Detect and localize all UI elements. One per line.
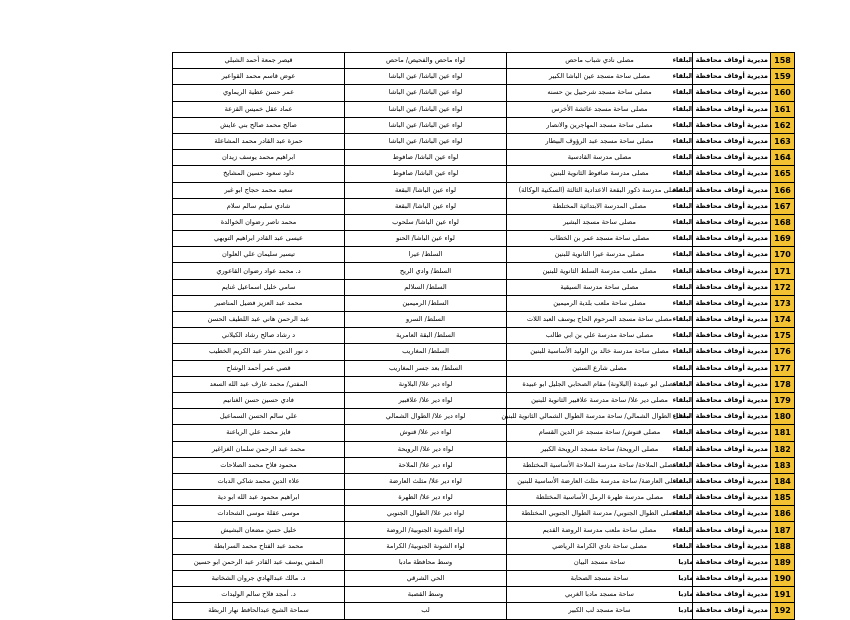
cell-number: 192 [771,603,795,619]
cell-area: لواء عين الباشا/ صافوط [345,166,507,182]
cell-preacher: محمد عبد العزيز فضيل المناصير [173,295,345,311]
cell-area: لواء عين الباشا/ البقعة [345,182,507,198]
cell-prayer-place: ساحة مسجد البيان [507,554,693,570]
cell-directorate: مديرية أوقاف محافظة البلقاء [693,166,771,182]
table-row [173,263,795,279]
table-row [173,69,795,85]
cell-number: 175 [771,328,795,344]
cell-number: 189 [771,554,795,570]
cell-area: لواء عين الباشا/ سلحوب [345,214,507,230]
cell-prayer-place: مصلى ساحة ملعب بلدية الرميمين [507,295,693,311]
cell-preacher: عبد الرحمن هاني عبد اللطيف الحسن [173,312,345,328]
cell-preacher: شادي سليم سالم سلام [173,198,345,214]
cell-preacher: محمود فلاح محمد الصلاحات [173,457,345,473]
cell-number: 165 [771,166,795,182]
cell-number: 187 [771,522,795,538]
cell-prayer-place: مصلى المدرسة الابتدائية المختلطة [507,198,693,214]
cell-number: 183 [771,457,795,473]
cell-prayer-place: مصلى مدرسة القادسية [507,150,693,166]
cell-prayer-place: مصلى قنوش/ ساحة مسجد عز الدين القسام [507,425,693,441]
cell-preacher: علي سالم الحسن السماعيل [173,409,345,425]
cell-number: 173 [771,295,795,311]
table-row [173,166,795,182]
cell-prayer-place: مصلى ساحة مدرسة السيقية [507,279,693,295]
cell-directorate: مديرية أوقاف محافظة البلقاء [693,312,771,328]
cell-prayer-place: مصلى مدرسة ذكور البقعة الاعدادية الثالثة (السكنية الوكالة) [507,182,693,198]
cell-prayer-place: مصلى العارضة/ ساحة مدرسة مثلث العارضة الأساسية للبنين [507,473,693,489]
cell-directorate: مديرية أوقاف محافظة البلقاء [693,538,771,554]
table-row [173,182,795,198]
cell-number: 180 [771,409,795,425]
table-body [173,53,795,620]
table-row [173,214,795,230]
cell-directorate: مديرية أوقاف محافظة البلقاء [693,150,771,166]
cell-area: الحي الشرقي [345,571,507,587]
cell-preacher: عماد عقل خميس القزعة [173,101,345,117]
cell-directorate: مديرية أوقاف محافظة البلقاء [693,376,771,392]
cell-preacher: خليل حسن مضعان البشيش [173,522,345,538]
cell-area: السلط/ عيرا [345,247,507,263]
cell-number: 170 [771,247,795,263]
cell-number: 179 [771,392,795,408]
cell-directorate: مديرية أوقاف محافظة البلقاء [693,490,771,506]
cell-directorate: مديرية أوقاف محافظة مادبا [693,571,771,587]
cell-preacher: عمر حسن عطية الريماوي [173,85,345,101]
cell-number: 161 [771,101,795,117]
table-row [173,587,795,603]
cell-area: لواء دير علا/ البلاونة [345,376,507,392]
cell-prayer-place: ساحة مسجد لب الكبير [507,603,693,619]
cell-preacher: قيصر جمعة أحمد الشبلي [173,53,345,69]
cell-number: 182 [771,441,795,457]
table-row [173,376,795,392]
cell-directorate: مديرية أوقاف محافظة البلقاء [693,133,771,149]
cell-directorate: مديرية أوقاف محافظة البلقاء [693,279,771,295]
cell-number: 191 [771,587,795,603]
cell-area: لواء عين الباشا/ صافوط [345,150,507,166]
prayer-locations-sheet [172,52,794,620]
cell-preacher: قصي عمر أحمد الوشاح [173,360,345,376]
table-row [173,409,795,425]
cell-preacher: محمد عبد الرحمن سلمان الغزاغير [173,441,345,457]
cell-area: لواء الشونة الجنوبية/ الروضة [345,522,507,538]
cell-prayer-place: مصلى ساحة مدرسة علي بن ابي طالب [507,328,693,344]
cell-preacher: محمد عبد الفتاح محمد السرابطة [173,538,345,554]
cell-prayer-place: مصلى ساحة ملعب مدرسة الروضة القديم [507,522,693,538]
cell-directorate: مديرية أوقاف محافظة البلقاء [693,473,771,489]
table-row [173,490,795,506]
cell-area: لواء دير علا/ الطوال الجنوبي [345,506,507,522]
cell-number: 159 [771,69,795,85]
cell-directorate: مديرية أوقاف محافظة البلقاء [693,441,771,457]
cell-area: لواء ماحص والفحيص/ ماحص [345,53,507,69]
cell-number: 172 [771,279,795,295]
cell-area: لواء دير علا/ قنوش [345,425,507,441]
cell-preacher: سامي خليل اسماعيل غنايم [173,279,345,295]
prayer-locations-table [172,52,795,620]
cell-preacher: محمد ناصر رضوان الخوالدة [173,214,345,230]
cell-directorate: مديرية أوقاف محافظة مادبا [693,554,771,570]
cell-preacher: د نور الدين منذر عبد الكريم الخطيب [173,344,345,360]
table-row [173,344,795,360]
cell-area: لواء عين الباشا/ عين الباشا [345,85,507,101]
cell-directorate: مديرية أوقاف محافظة البلقاء [693,457,771,473]
table-row [173,457,795,473]
table-row [173,150,795,166]
cell-prayer-place: مصلى ساحة مسجد عبد الرؤوف البيطار [507,133,693,149]
cell-prayer-place: مصلى ساحة مسجد المهاجرين والانصار [507,117,693,133]
cell-number: 158 [771,53,795,69]
cell-area: لواء دير علا/ مثلث العارضة [345,473,507,489]
table-row [173,312,795,328]
cell-directorate: مديرية أوقاف محافظة البلقاء [693,409,771,425]
table-row [173,53,795,69]
cell-prayer-place: مصلى الملاحة/ ساحة مدرسة الملاحة الأساسية المختلطة [507,457,693,473]
cell-preacher: د. مالك عبدالهادي جروان الشخاتبة [173,571,345,587]
cell-directorate: مديرية أوقاف محافظة مادبا [693,587,771,603]
cell-area: السلط/ بعد جسر المغاريب [345,360,507,376]
cell-directorate: مديرية أوقاف محافظة البلقاء [693,101,771,117]
cell-prayer-place: مصلى دير علا/ ساحة مدرسة علاقبير الثانوية للبنين [507,392,693,408]
table-row [173,295,795,311]
cell-number: 167 [771,198,795,214]
cell-preacher: د رشاد صالح رشاد الكيلاني [173,328,345,344]
cell-directorate: مديرية أوقاف محافظة البلقاء [693,214,771,230]
cell-number: 174 [771,312,795,328]
cell-directorate: مديرية أوقاف محافظة البلقاء [693,231,771,247]
table-row [173,506,795,522]
cell-area: لواء عين الباشا/ عين الباشا [345,69,507,85]
cell-area: السلط/ السلالم [345,279,507,295]
cell-prayer-place: مصلى ساحة مسجد عمر بن الخطاب [507,231,693,247]
table-row [173,571,795,587]
cell-number: 160 [771,85,795,101]
table-row [173,198,795,214]
table-row [173,101,795,117]
cell-directorate: مديرية أوقاف محافظة البلقاء [693,328,771,344]
cell-area: لواء دير علا/ علاقبير [345,392,507,408]
cell-directorate: مديرية أوقاف محافظة البلقاء [693,506,771,522]
cell-number: 190 [771,571,795,587]
cell-prayer-place: مصلى شارع الستين [507,360,693,376]
cell-area: لواء عين الباشا/ البقعة [345,198,507,214]
cell-prayer-place: مصلى مدرسة عيرا الثانوية للبنين [507,247,693,263]
cell-area: السلط/ وادي الريح [345,263,507,279]
cell-prayer-place: مصلى ساحة مسجد شرحبيل بن حسنه [507,85,693,101]
table-row [173,85,795,101]
cell-area: لواء عين الباشا/ عين الباشا [345,117,507,133]
cell-directorate: مديرية أوقاف محافظة البلقاء [693,117,771,133]
cell-preacher: فادي حسين حسن الغنانيم [173,392,345,408]
table-row [173,328,795,344]
cell-area: وسط القصبة [345,587,507,603]
table-row [173,603,795,619]
cell-prayer-place: مصلى ساحة نادي الكرامة الرياضي [507,538,693,554]
cell-directorate: مديرية أوقاف محافظة البلقاء [693,182,771,198]
cell-preacher: ابراهيم محمود عبد الله ابو دية [173,490,345,506]
cell-preacher: المفتي يوسف عبد القادر عبد الرحمن ابو حسين [173,554,345,570]
cell-area: لواء عين الباشا/ عين الباشا [345,133,507,149]
table-row [173,441,795,457]
cell-prayer-place: مصلى ملعب مدرسة السلط الثانوية للبنين [507,263,693,279]
table-row [173,522,795,538]
cell-prayer-place: مصلى ساحة مسجد المرحوم الحاج يوسف العبد اللات [507,312,693,328]
cell-directorate: مديرية أوقاف محافظة البلقاء [693,344,771,360]
cell-preacher: حمزة عبد القادر محمد المشاعلة [173,133,345,149]
cell-area: لب [345,603,507,619]
cell-preacher: فايز محمد علي الرياعنة [173,425,345,441]
cell-number: 185 [771,490,795,506]
cell-preacher: سماحة الشيخ عبدالحافظ نهار الربطة [173,603,345,619]
cell-directorate: مديرية أوقاف محافظة البلقاء [693,295,771,311]
cell-number: 171 [771,263,795,279]
cell-prayer-place: مصلى ساحة مدرسة خالد بن الوليد الأساسية للبنين [507,344,693,360]
cell-directorate: مديرية أوقاف محافظة البلقاء [693,425,771,441]
cell-directorate: مديرية أوقاف محافظة البلقاء [693,360,771,376]
cell-directorate: مديرية أوقاف محافظة البلقاء [693,392,771,408]
cell-number: 166 [771,182,795,198]
cell-prayer-place: ساحة مسجد الصحابة [507,571,693,587]
cell-prayer-place: مصلى الرويحة/ ساحة مسجد الرويحة الكبير [507,441,693,457]
table-row [173,133,795,149]
cell-number: 184 [771,473,795,489]
cell-preacher: د. محمد عواد رضوان القاعوري [173,263,345,279]
table-row [173,231,795,247]
cell-prayer-place: مصلى ساحة مسجد البشير [507,214,693,230]
table-row [173,117,795,133]
table-row [173,392,795,408]
cell-preacher: صالح محمد صالح بني عايش [173,117,345,133]
cell-preacher: سعيد محمد حجاج ابو غبر [173,182,345,198]
cell-prayer-place: مصلى ابو عبيدة (البلاونة) مقام الصحابي الجليل ابو عبيدة [507,376,693,392]
cell-number: 188 [771,538,795,554]
cell-number: 168 [771,214,795,230]
cell-preacher: موسى عقلة موسى الشحادات [173,506,345,522]
cell-directorate: مديرية أوقاف محافظة البلقاء [693,263,771,279]
table-row [173,473,795,489]
table-row [173,360,795,376]
cell-prayer-place: مصلى نادي شباب ماحص [507,53,693,69]
cell-number: 163 [771,133,795,149]
cell-preacher: عيسى عبد القادر ابراهيم التويهي [173,231,345,247]
cell-prayer-place: ساحة مسجد مادبا الغربي [507,587,693,603]
cell-directorate: مديرية أوقاف محافظة البلقاء [693,53,771,69]
cell-area: لواء دير علا/ الرويحة [345,441,507,457]
cell-area: السلط/ البقة العامرية [345,328,507,344]
cell-preacher: د. أمجد فلاح سالم الوليدات [173,587,345,603]
cell-number: 186 [771,506,795,522]
cell-area: السلط/ السرو [345,312,507,328]
cell-number: 178 [771,376,795,392]
cell-number: 169 [771,231,795,247]
cell-prayer-place: مصلى الطوال الشمالي/ ساحة مدرسة الطوال الشمالي الثانوية للبنين [507,409,693,425]
cell-directorate: مديرية أوقاف محافظة البلقاء [693,69,771,85]
cell-area: السلط/ المغاريب [345,344,507,360]
cell-area: لواء دير علا/ الطوال الشمالي [345,409,507,425]
table-row [173,425,795,441]
cell-preacher: المفتي/ محمد عارف عبد الله السعد [173,376,345,392]
cell-preacher: ابراهيم محمد يوسف زيدان [173,150,345,166]
cell-area: لواء دير علا/ الظهرة [345,490,507,506]
table-row [173,247,795,263]
cell-preacher: تيسير سليمان علي العلوان [173,247,345,263]
cell-directorate: مديرية أوقاف محافظة البلقاء [693,247,771,263]
cell-prayer-place: مصلى ساحة مسجد عائشة الأخرس [507,101,693,117]
cell-number: 181 [771,425,795,441]
cell-directorate: مديرية أوقاف محافظة البلقاء [693,85,771,101]
cell-number: 176 [771,344,795,360]
cell-area: السلط/ الرميمين [345,295,507,311]
cell-preacher: داود سعود حسين المشايخ [173,166,345,182]
cell-number: 162 [771,117,795,133]
cell-prayer-place: مصلى ساحة مسجد عين الباشا الكبير [507,69,693,85]
cell-prayer-place: مصلى مدرسة صافوط الثانوية للبنين [507,166,693,182]
cell-prayer-place: مصلى مدرسة ظهرة الرمل الأساسية المختلطة [507,490,693,506]
cell-prayer-place: مصلى الطوال الجنوبي/ مدرسة الطوال الجنوبي المختلطة [507,506,693,522]
table-row [173,279,795,295]
cell-directorate: مديرية أوقاف محافظة البلقاء [693,198,771,214]
cell-preacher: عوض قاسم محمد القواعير [173,69,345,85]
cell-area: لواء عين الباشا/ عين الباشا [345,101,507,117]
cell-directorate: مديرية أوقاف محافظة البلقاء [693,522,771,538]
cell-area: لواء الشونة الجنوبية/ الكرامة [345,538,507,554]
cell-area: لواء عين الباشا/ الحنو [345,231,507,247]
table-row [173,538,795,554]
cell-area: وسط محافظة مادبا [345,554,507,570]
table-row [173,554,795,570]
cell-area: لواء دير علا/ الملاحة [345,457,507,473]
cell-preacher: علاء الدين محمد شاكي الدبات [173,473,345,489]
cell-number: 164 [771,150,795,166]
cell-number: 177 [771,360,795,376]
cell-directorate: مديرية أوقاف محافظة مادبا [693,603,771,619]
